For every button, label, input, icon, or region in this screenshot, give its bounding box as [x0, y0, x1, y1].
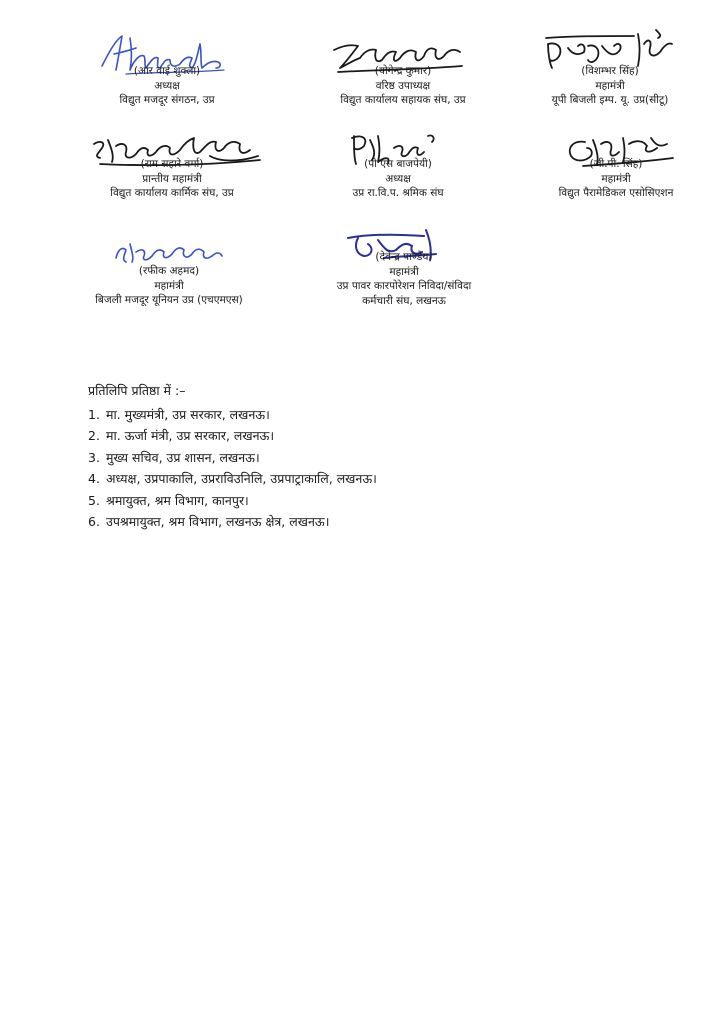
list-item-number: 5.: [88, 492, 100, 508]
signatory-designation: महामंत्री: [595, 79, 625, 92]
signatory-name: (योगेन्द्र कुमार): [374, 65, 432, 77]
list-item-text: मा. ऊर्जा मंत्री, उप्र सरकार, लखनऊ।: [105, 428, 275, 443]
signatory-organization: विद्युत पैरामेडिकल एसोसिएशन: [558, 187, 674, 199]
signatory-organization: विद्युत कार्यालय सहायक संघ, उप्र: [340, 94, 466, 106]
signatory-5: [318, 157, 478, 201]
signatory-name: (आर वाई शुक्ला): [133, 65, 201, 77]
list-item: [88, 468, 377, 490]
list-item-text: मुख्य सचिव, उप्र शासन, लखनऊ।: [105, 449, 260, 465]
signatory-4: [86, 157, 258, 201]
signatory-organization: बिजली मजदूर यूनियन उप्र (एचएमएस): [95, 294, 243, 306]
signatory-name: (पी एस बाजपेयी): [364, 158, 432, 170]
copy-to-section: [88, 380, 377, 533]
signature-stroke: [546, 30, 672, 68]
signatory-7: [72, 264, 266, 308]
signatory-1: [87, 64, 247, 108]
signatory-6: [536, 157, 696, 201]
signature-stroke: [116, 244, 222, 262]
signatory-designation: महामंत्री: [601, 172, 631, 185]
list-item-number: 6.: [88, 514, 100, 529]
signatory-name: (राम सहारे वर्मा): [140, 158, 204, 170]
signatory-name: (रफीक अहमद): [138, 265, 200, 277]
signatory-organization: उप्र रा.वि.प. श्रमिक संघ: [352, 187, 444, 199]
list-item: [88, 404, 377, 426]
signatory-organization-line2: कर्मचारी संघ, लखनऊ: [362, 294, 446, 307]
list-item-text: अध्यक्ष, उप्रपाकालि, उप्रराविउनिलि, उप्रपाट्राकालि, लखनऊ।: [105, 471, 377, 486]
signatory-3: [530, 64, 690, 108]
signatory-designation: अध्यक्ष: [154, 79, 180, 92]
signatory-8: [304, 250, 504, 308]
signatory-designation: प्रान्तीय महामंत्री: [142, 172, 202, 185]
list-item-number: 4.: [88, 471, 100, 486]
signatory-organization: विद्युत कार्यालय कार्मिक संघ, उप्र: [110, 187, 234, 199]
list-item-number: 2.: [88, 428, 100, 443]
list-item: [88, 511, 377, 533]
signatory-2: [305, 64, 501, 108]
signatory-designation: महामंत्री: [389, 265, 419, 278]
list-item-text: मा. मुख्यमंत्री, उप्र सरकार, लखनऊ।: [105, 406, 270, 422]
signatory-designation: वरिष्ठ उपाध्यक्ष: [375, 79, 431, 92]
copy-to-list: [88, 404, 377, 533]
list-item-number: 3.: [88, 449, 100, 465]
list-item: [88, 425, 377, 447]
signatory-name: (विशम्भर सिंह): [581, 65, 639, 77]
signatory-organization: यूपी बिजली इम्प. यू. उप्र(सीटू): [551, 94, 669, 106]
list-item-text: श्रमायुक्त, श्रम विभाग, कानपुर।: [105, 492, 249, 508]
signatory-organization: उप्र पावर कारपोरेशन निविदा/संविदा: [336, 280, 472, 292]
list-item-number: 1.: [88, 406, 100, 422]
copy-to-heading: प्रतिलिपि प्रतिष्ठा में :–: [88, 383, 186, 398]
signatory-designation: अध्यक्ष: [385, 172, 411, 185]
signatory-name: (जी.पी. सिंह): [589, 158, 643, 170]
list-item: [88, 490, 377, 512]
signatory-designation: महामंत्री: [154, 279, 184, 292]
signatory-organization: विद्युत मजदूर संगठन, उप्र: [119, 94, 215, 106]
list-item-text: उपश्रमायुक्त, श्रम विभाग, लखनऊ क्षेत्र, लखनऊ।: [105, 514, 330, 529]
list-item: [88, 447, 377, 469]
signatory-name: (देवेन्द्र पाण्डेय): [375, 251, 433, 263]
